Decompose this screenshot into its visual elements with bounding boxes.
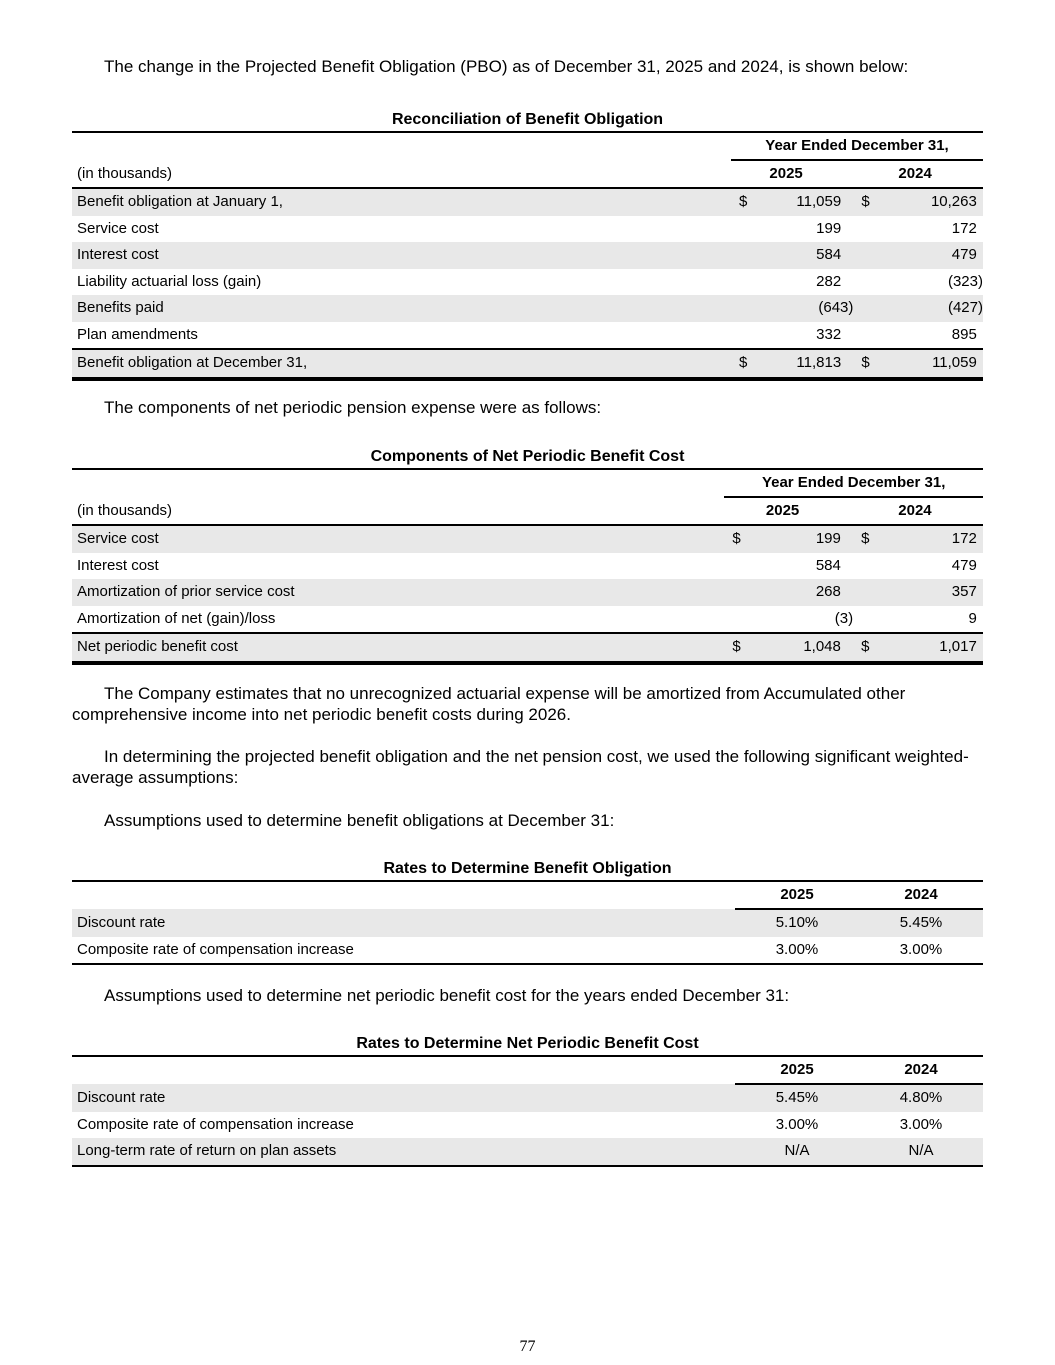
value-2024: N/A	[859, 1138, 983, 1166]
row-label: Plan amendments	[77, 325, 198, 343]
row-label: Liability actuarial loss (gain)	[77, 272, 262, 290]
obligation-rates-table	[72, 880, 983, 965]
value-2025: 11,059	[751, 188, 841, 216]
year-header: 2025	[731, 160, 841, 188]
table-header-row	[72, 881, 983, 909]
value-2024: (323)	[947, 272, 983, 290]
cost-rates-table-block	[72, 1033, 983, 1167]
currency-symbol: $	[853, 633, 875, 663]
year-header: 2025	[735, 1056, 859, 1084]
currency-symbol: $	[724, 633, 744, 663]
value-2024: 1,017	[876, 633, 977, 663]
value-2024: 9	[968, 609, 977, 627]
table-row	[72, 295, 983, 322]
table-row	[72, 1112, 983, 1139]
value-2025: 199	[745, 525, 841, 553]
unit-label: (in thousands)	[72, 497, 724, 525]
value-2025: (643)	[751, 295, 853, 322]
value-2025: 5.45%	[735, 1084, 859, 1112]
table-row	[72, 579, 983, 606]
table-row	[72, 525, 983, 553]
table-title: Rates to Determine Net Periodic Benefit Cost	[356, 1035, 699, 1052]
paragraph-components: The components of net periodic pension expense were as follows:	[104, 398, 602, 417]
row-label: Composite rate of compensation increase	[77, 1115, 354, 1133]
table-title: Reconciliation of Benefit Obligation	[391, 111, 664, 128]
value-2024: 5.45%	[859, 909, 983, 937]
table-row	[72, 909, 983, 937]
unit-label: (in thousands)	[72, 160, 731, 188]
value-2025: 282	[816, 272, 842, 290]
reconciliation-table-block	[72, 109, 983, 381]
row-label: Discount rate	[72, 909, 735, 937]
table-header-row	[72, 132, 983, 160]
currency-symbol: $	[724, 525, 744, 553]
value-2025: (3)	[834, 609, 854, 627]
reconciliation-table	[72, 131, 983, 381]
table-row	[72, 606, 983, 634]
value-2024: 357	[876, 579, 977, 606]
row-label: Service cost	[72, 525, 724, 553]
table-header-row	[72, 160, 983, 188]
value-2025: 3.00%	[775, 1115, 819, 1133]
table-row	[72, 937, 983, 965]
row-label: Benefit obligation at January 1,	[72, 188, 731, 216]
year-header: 2024	[859, 1056, 983, 1084]
table-header-row	[72, 497, 983, 525]
value-2024: 895	[951, 325, 977, 343]
paragraph-obligation-assumptions: Assumptions used to determine benefit obligations at December 31:	[104, 811, 615, 830]
cost-rates-table	[72, 1055, 983, 1167]
table-header-row	[72, 469, 983, 497]
currency-symbol: $	[731, 188, 751, 216]
paragraph-cost-assumptions: Assumptions used to determine net periodic benefit cost for the years ended December 31:	[104, 986, 790, 1005]
row-label: Composite rate of compensation increase	[72, 937, 735, 965]
table-title: Rates to Determine Benefit Obligation	[383, 860, 672, 877]
year-header: 2025	[724, 497, 841, 525]
row-label: Long-term rate of return on plan assets	[72, 1138, 735, 1166]
table-row	[72, 322, 983, 350]
value-2025: 199	[816, 219, 842, 237]
value-2024: 172	[951, 219, 977, 237]
year-header: 2024	[853, 497, 977, 525]
table-row	[72, 242, 983, 269]
value-2025: 5.10%	[735, 909, 859, 937]
row-label: Discount rate	[72, 1084, 735, 1112]
value-2025: 268	[745, 579, 841, 606]
row-label: Benefit obligation at December 31,	[72, 349, 731, 379]
value-2025: 332	[816, 325, 842, 343]
table-row	[72, 269, 983, 296]
table-header-row	[72, 1056, 983, 1084]
currency-symbol: $	[853, 525, 875, 553]
row-label: Amortization of prior service cost	[72, 579, 724, 606]
table-title: Components of Net Periodic Benefit Cost	[370, 448, 685, 465]
intro-paragraph: The change in the Projected Benefit Obligation (PBO) as of December 31, 2025 and 2024, is shown below:	[104, 57, 909, 76]
page-number: 77	[519, 1338, 536, 1355]
table-row	[72, 1138, 983, 1166]
value-2025: 3.00%	[735, 937, 859, 965]
table-row	[72, 1084, 983, 1112]
row-label: Interest cost	[77, 556, 159, 574]
value-2024: 10,263	[876, 188, 977, 216]
table-row	[72, 553, 983, 580]
table-row	[72, 216, 983, 243]
row-label: Net periodic benefit cost	[72, 633, 724, 663]
year-header: 2025	[735, 881, 859, 909]
period-header: Year Ended December 31,	[731, 132, 983, 160]
currency-symbol: $	[853, 188, 875, 216]
value-2024: 11,059	[876, 349, 977, 379]
value-2024: 4.80%	[859, 1084, 983, 1112]
value-2025: 584	[815, 556, 841, 574]
components-table	[72, 468, 983, 665]
components-table-block	[72, 446, 983, 665]
currency-symbol: $	[853, 349, 875, 379]
value-2024: 479	[876, 242, 977, 269]
row-label: Benefits paid	[72, 295, 731, 322]
value-2024: (427)	[876, 295, 983, 322]
paragraph-assumptions-intro: In determining the projected benefit obligation and the net pension cost, we used the following significant weighted-average assumptions:	[72, 747, 969, 787]
currency-symbol: $	[731, 349, 751, 379]
table-row	[72, 188, 983, 216]
row-label: Amortization of net (gain)/loss	[77, 609, 276, 627]
total-row	[72, 349, 983, 379]
value-2025: 1,048	[745, 633, 841, 663]
value-2024: 172	[876, 525, 977, 553]
value-2024: 3.00%	[899, 1115, 943, 1133]
paragraph-amortization-estimate: The Company estimates that no unrecognized actuarial expense will be amortized from Accumulated other comprehensive income into net periodic benefit costs during 2026.	[72, 684, 906, 724]
value-2025: 11,813	[751, 349, 841, 379]
value-2025: 584	[751, 242, 841, 269]
row-label: Service cost	[77, 219, 159, 237]
year-header: 2024	[859, 881, 983, 909]
obligation-rates-table-block	[72, 858, 983, 965]
value-2024: 3.00%	[859, 937, 983, 965]
value-2025: N/A	[735, 1138, 859, 1166]
value-2024: 479	[951, 556, 977, 574]
total-row	[72, 633, 983, 663]
year-header: 2024	[853, 160, 976, 188]
row-label: Interest cost	[72, 242, 731, 269]
period-header: Year Ended December 31,	[724, 469, 983, 497]
